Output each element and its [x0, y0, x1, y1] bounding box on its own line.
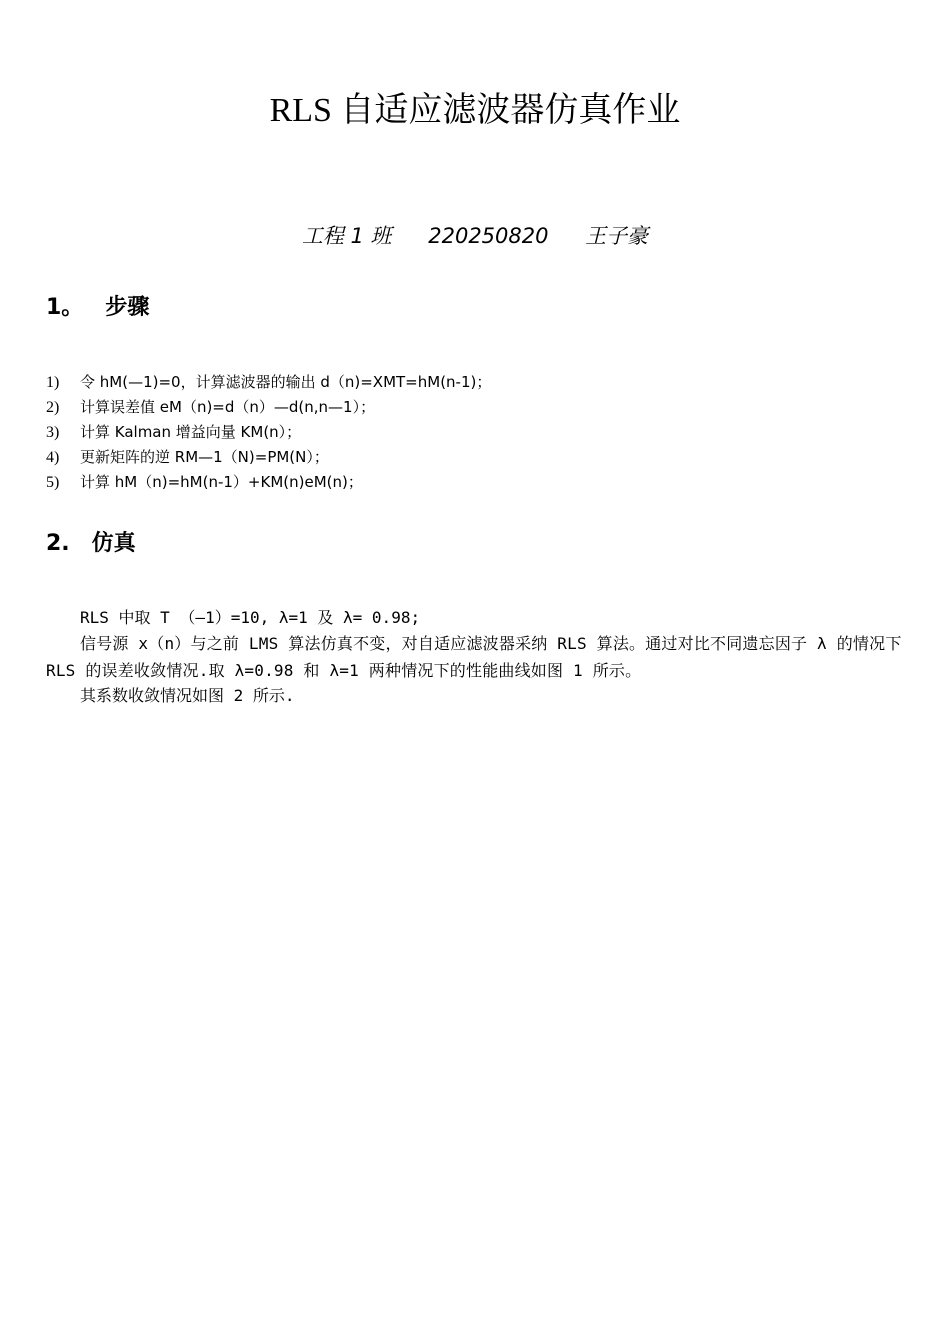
- author-id: 220250820: [428, 224, 549, 248]
- paragraph-parameters: RLS 中取 T （—1）=10, λ=1 及 λ= 0.98;: [80, 608, 421, 627]
- steps-list: [46, 370, 916, 495]
- step-index: 4): [46, 449, 60, 466]
- step-text: 令 hM(—1)=0，计算滤波器的输出 d（n)=XMT=hM(n-1)；: [80, 373, 492, 391]
- step-text: 计算 hM（n)=hM(n-1）+KM(n)eM(n)；: [80, 473, 363, 491]
- paragraph-coefficients: 其系数收敛情况如图 2 所示.: [80, 686, 295, 705]
- section-title: 仿真: [91, 531, 136, 556]
- step-text: 计算 Kalman 增益向量 KM(n）；: [80, 423, 302, 441]
- author-class: 工程 1 班: [301, 224, 392, 248]
- step-index: 2): [46, 399, 60, 416]
- section-heading-steps: [46, 290, 149, 321]
- page-title: RLS 自适应滤波器仿真作业: [269, 92, 681, 129]
- step-index: 1): [46, 374, 60, 391]
- step-index: 3): [46, 424, 60, 441]
- section-number: 1。: [46, 295, 84, 320]
- list-item: [46, 470, 916, 495]
- section-title: 步骤: [105, 295, 150, 320]
- step-index: 5): [46, 474, 60, 491]
- step-text: 更新矩阵的逆 RM—1（N)=PM(N）；: [80, 448, 329, 466]
- list-item: [46, 420, 916, 445]
- section-number: 2.: [46, 531, 70, 556]
- paragraph-description: 信号源 x（n）与之前 LMS 算法仿真不变，对自适应滤波器采纳 RLS 算法。通过对比不同遗忘因子 λ 的情况下 RLS 的误差收敛情况.取 λ=0.98 和 λ=1 两种情况下的性能曲线如图 1 所示。: [46, 634, 902, 680]
- step-text: 计算误差值 eM（n)=d（n）—d(n,n—1）；: [80, 398, 376, 416]
- list-item: [46, 370, 916, 395]
- author-line: [0, 220, 950, 250]
- list-item: [46, 445, 916, 470]
- list-item: [46, 395, 916, 420]
- author-name: 王子豪: [585, 224, 649, 248]
- section-heading-simulation: [46, 526, 136, 557]
